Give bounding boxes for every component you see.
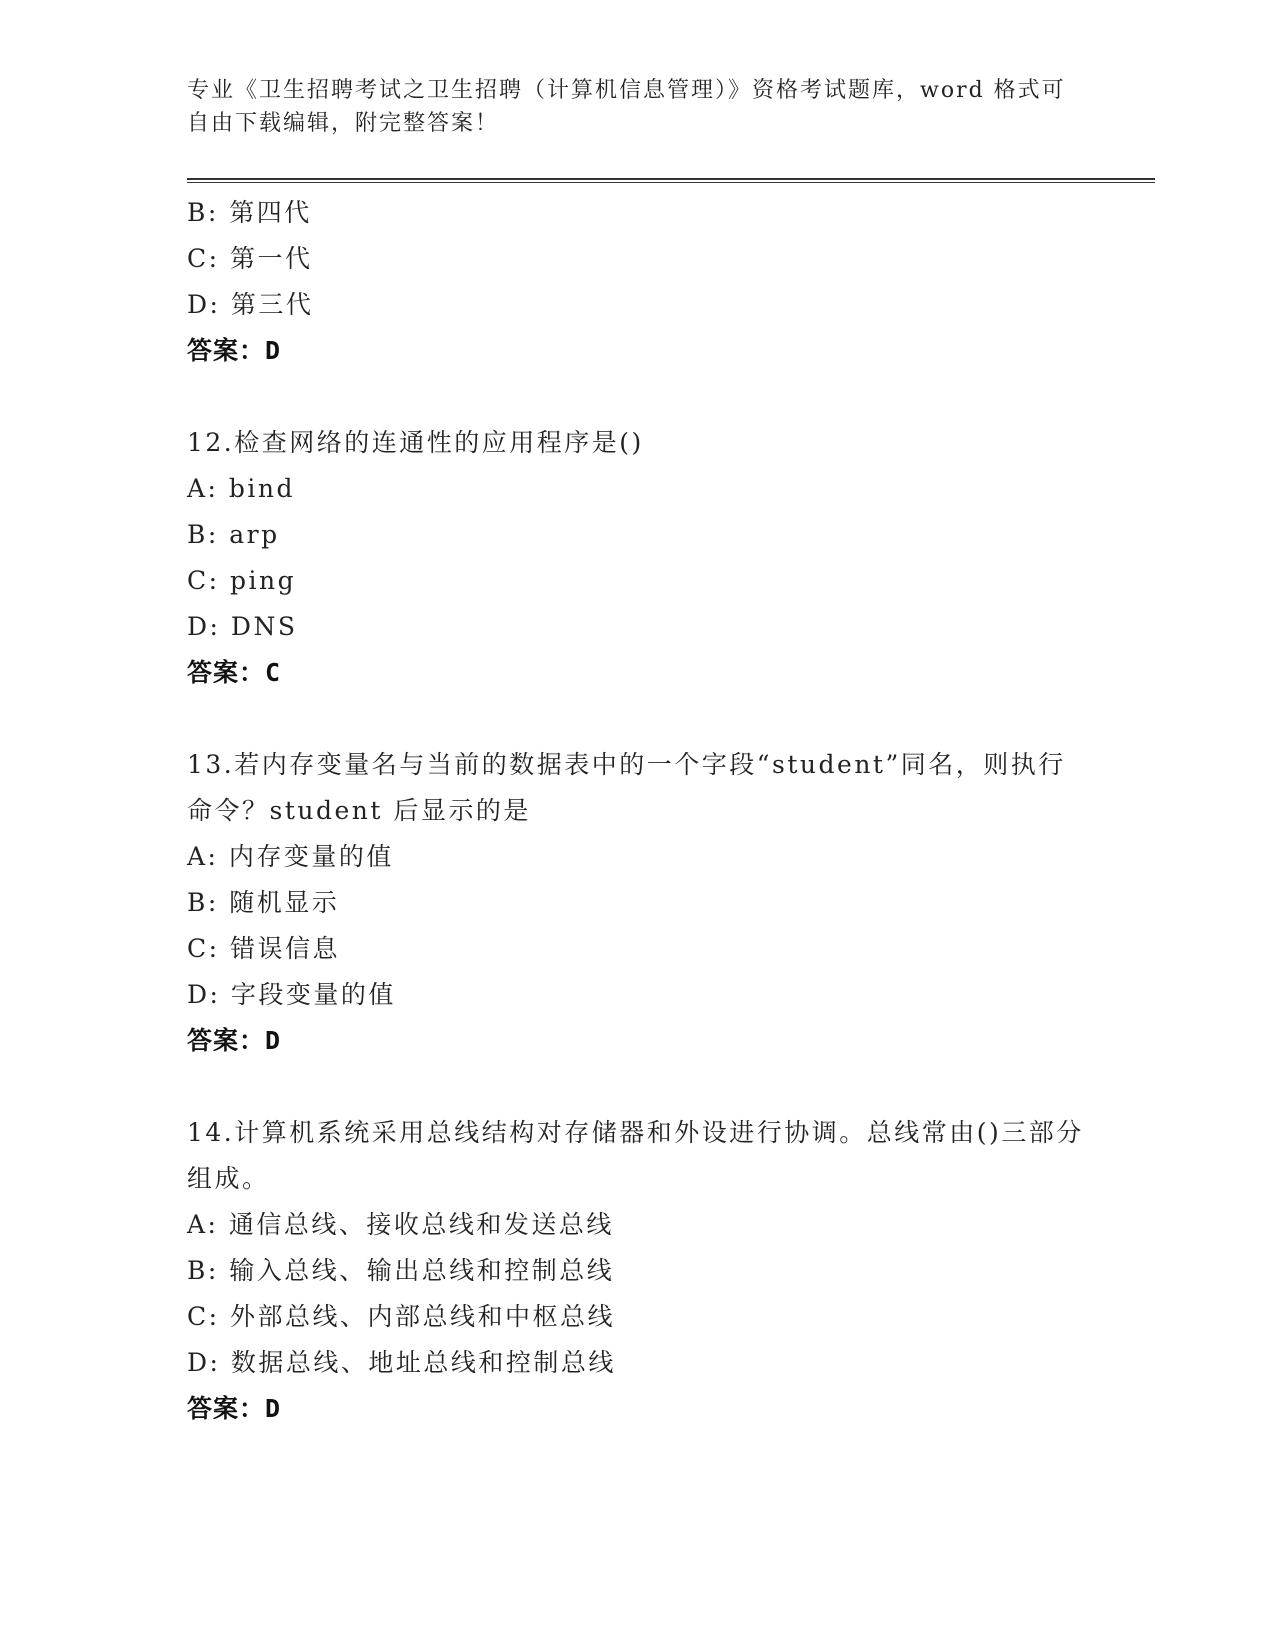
page-header: 专业《卫生招聘考试之卫生招聘（计算机信息管理）》资格考试题库，word 格式可自由下载编辑，附完整答案！ (187, 78, 1066, 136)
option-d: D: 第三代 (187, 290, 314, 319)
answer-line: 答案：D (187, 336, 282, 365)
question-text: 14.计算机系统采用总线结构对存储器和外设进行协调。总线常由()三部分组成。 (187, 1118, 1084, 1193)
option-a: A: 通信总线、接收总线和发送总线 (187, 1210, 614, 1239)
option-c: C: ping (187, 566, 297, 595)
option-b: B: 第四代 (187, 198, 312, 227)
option-a: A: 内存变量的值 (187, 842, 394, 871)
option-b: B: 输入总线、输出总线和控制总线 (187, 1256, 615, 1285)
question-13 (187, 742, 1087, 1064)
option-c: C: 第一代 (187, 244, 313, 273)
option-d: D: 字段变量的值 (187, 980, 396, 1009)
question-14 (187, 1110, 1087, 1432)
header-divider (187, 178, 1155, 183)
answer-line: 答案：C (187, 658, 282, 687)
question-text: 13.若内存变量名与当前的数据表中的一个字段“student”同名，则执行命令？student 后显示的是 (187, 750, 1066, 825)
option-d: D: DNS (187, 612, 298, 641)
question-12 (187, 420, 1087, 696)
question-list (187, 190, 1087, 1432)
option-a: A: bind (187, 474, 296, 503)
option-b: B: 随机显示 (187, 888, 340, 917)
option-c: C: 外部总线、内部总线和中枢总线 (187, 1302, 615, 1331)
option-b: B: arp (187, 520, 280, 549)
option-c: C: 错误信息 (187, 934, 340, 963)
question-text: 12.检查网络的连通性的应用程序是() (187, 428, 644, 457)
option-d: D: 数据总线、地址总线和控制总线 (187, 1348, 616, 1377)
question-continuation (187, 190, 1087, 374)
answer-line: 答案：D (187, 1394, 282, 1423)
answer-line: 答案：D (187, 1026, 282, 1055)
